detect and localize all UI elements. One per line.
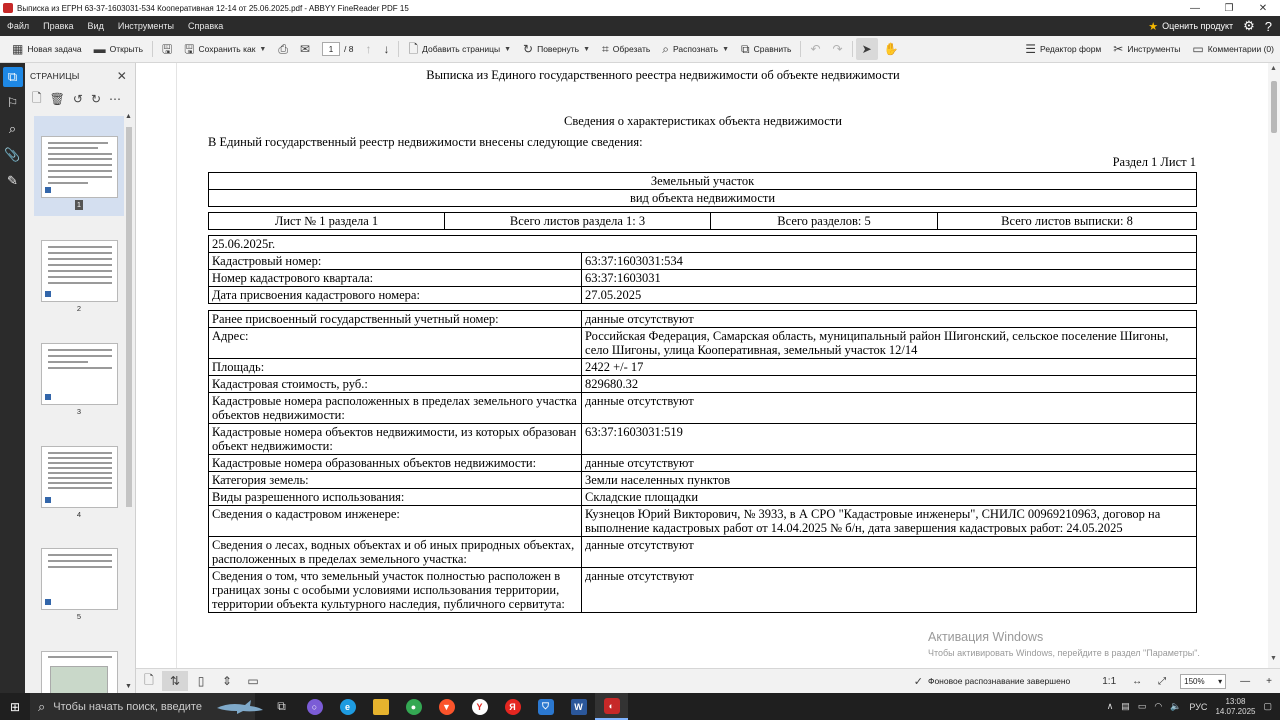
document-scrollbar[interactable] bbox=[1268, 63, 1280, 668]
table-row bbox=[209, 392, 1196, 423]
pages-panel bbox=[25, 63, 136, 693]
table-row bbox=[209, 567, 1196, 612]
rate-product-label: Оценить продукт bbox=[1162, 21, 1234, 31]
taskbar-app-1[interactable] bbox=[298, 693, 331, 720]
object-type-caption: вид объекта недвижимости bbox=[629, 191, 776, 205]
chevron-up-icon[interactable]: ∧ bbox=[1106, 701, 1114, 711]
field-value bbox=[582, 506, 1196, 536]
search-icon[interactable]: ⌕ bbox=[8, 121, 17, 136]
table-row bbox=[209, 327, 1196, 358]
menu-edit[interactable]: Правка bbox=[43, 21, 74, 31]
page-number-label: 4 bbox=[76, 510, 82, 519]
section-reference: Раздел 1 Лист 1 bbox=[1112, 155, 1196, 169]
finereader-app-icon bbox=[3, 3, 13, 13]
rotate-icon: ↻ bbox=[523, 42, 534, 56]
star-icon: ★ bbox=[1148, 20, 1159, 33]
recognize-label: Распознать bbox=[673, 44, 719, 54]
compare-button[interactable] bbox=[735, 38, 797, 60]
page-preview bbox=[41, 240, 118, 302]
save-as-button[interactable] bbox=[178, 38, 272, 60]
zoom-in-icon[interactable]: + bbox=[1266, 675, 1272, 687]
shield-icon: ⛉ bbox=[538, 699, 554, 715]
save-icon: 🖫 bbox=[162, 42, 173, 56]
table-row bbox=[209, 454, 1196, 471]
crop-icon: ⌗ bbox=[602, 42, 609, 56]
menu-bar bbox=[0, 16, 1280, 36]
field-value: Складские площадки bbox=[585, 490, 699, 504]
sheet-info-box bbox=[208, 212, 1197, 230]
table-row bbox=[209, 423, 1196, 454]
select-tool-button[interactable] bbox=[856, 38, 878, 60]
chevron-down-icon: ▼ bbox=[583, 45, 591, 53]
crop-label: Обрезать bbox=[612, 44, 651, 54]
page-number-input[interactable]: 1 bbox=[322, 42, 340, 56]
grid-icon: ▦ bbox=[12, 42, 24, 56]
page-number-label: 3 bbox=[76, 407, 82, 416]
recognition-status-label: Фоновое распознавание завершено bbox=[927, 676, 1071, 686]
engineer-line-2: выполнение кадастровых работ от 14.04.2025 № б/н, дата завершения кадастровых работ: 24.05.2025 bbox=[585, 521, 1123, 535]
minimize-button[interactable]: — bbox=[1190, 2, 1200, 14]
page-preview bbox=[41, 548, 118, 610]
scroll-up-icon[interactable]: ▲ bbox=[1270, 65, 1277, 72]
page-preview bbox=[41, 446, 118, 508]
object-type: Земельный участок bbox=[650, 174, 755, 188]
field-label: Дата присвоения кадастрового номера: bbox=[209, 287, 582, 303]
zoom-select[interactable] bbox=[1180, 674, 1226, 689]
chevron-down-icon: ▼ bbox=[722, 45, 730, 53]
fit-height-icon[interactable]: ⇕ bbox=[221, 674, 233, 688]
chrome-icon: ● bbox=[406, 699, 422, 715]
add-pages-label: Добавить страницы bbox=[422, 44, 501, 54]
single-page-view-icon[interactable]: 🗋 bbox=[144, 672, 154, 687]
sheet-info-cell: Всего листов раздела 1: 3 bbox=[445, 213, 711, 229]
redo-button[interactable] bbox=[827, 38, 849, 60]
save-as-label: Сохранить как bbox=[198, 44, 256, 54]
wifi-icon[interactable]: ◠ bbox=[1154, 701, 1163, 711]
field-value: данные отсутствуют bbox=[585, 538, 694, 552]
arrow-down-icon: ↓ bbox=[383, 42, 390, 56]
help-icon[interactable]: ? bbox=[1264, 18, 1272, 34]
folder-icon: ▬ bbox=[93, 42, 106, 56]
two-page-view-icon[interactable]: ▯ bbox=[197, 674, 205, 688]
undo-icon: ↶ bbox=[810, 42, 821, 56]
notifications-icon[interactable]: ▢ bbox=[1263, 701, 1272, 711]
compare-icon: ⧉ bbox=[741, 42, 750, 56]
details-box bbox=[208, 310, 1197, 613]
envelope-icon: ✉ bbox=[299, 42, 311, 56]
status-bar bbox=[136, 668, 1280, 693]
menu-tools[interactable]: Инструменты bbox=[117, 21, 174, 31]
comments-label: Комментарии (0) bbox=[1207, 44, 1274, 54]
field-label: Адрес: bbox=[209, 328, 582, 358]
taskbar-explorer[interactable] bbox=[364, 693, 397, 720]
field-label: Категория земель: bbox=[209, 472, 582, 488]
field-label: Сведения о том, что земельный участок полностью расположен в границах зоны с особыми условиями использования территории, территории объекта культурного наследия, публичного сервитута: bbox=[209, 568, 582, 612]
comments-button[interactable] bbox=[1186, 38, 1280, 60]
window-title: Выписка из ЕГРН 63-37-1603031-534 Кооперативная 12-14 от 25.06.2025.pdf - ABBYY FineReader PDF 15 bbox=[17, 3, 409, 13]
previous-page-button[interactable] bbox=[359, 38, 377, 60]
new-task-label: Новая задача bbox=[27, 44, 82, 54]
finereader-icon: ◐ bbox=[604, 698, 620, 714]
field-label: Сведения о лесах, водных объектах и об иных природных объектах, расположенных в пределах земельного участка: bbox=[209, 537, 582, 567]
volume-icon[interactable]: 🔈 bbox=[1170, 701, 1182, 711]
form-icon: ☰ bbox=[1025, 42, 1037, 56]
side-nav-strip bbox=[0, 63, 25, 693]
more-icon[interactable]: ⋯ bbox=[109, 92, 122, 106]
engineer-line-1: Кузнецов Юрий Викторович, № 3933, в А СРО "Кадастровые инженеры", СНИЛС 00969210963, договор на bbox=[585, 507, 1161, 521]
field-value: 63:37:1603031:534 bbox=[585, 254, 683, 268]
close-window-button[interactable]: ✕ bbox=[1258, 2, 1268, 14]
table-row bbox=[209, 375, 1196, 392]
battery-icon[interactable]: ▭ bbox=[1137, 701, 1147, 711]
page-thumbnail-2[interactable] bbox=[34, 240, 124, 314]
table-row bbox=[209, 286, 1196, 303]
hand-tool-button[interactable] bbox=[878, 38, 905, 60]
chevron-down-icon: ▼ bbox=[259, 45, 267, 53]
table-row bbox=[209, 505, 1196, 536]
next-page-button[interactable] bbox=[377, 38, 395, 60]
field-value: данные отсутствуют bbox=[585, 394, 694, 408]
email-button[interactable] bbox=[294, 38, 316, 60]
table-row bbox=[209, 311, 1196, 327]
word-icon: W bbox=[571, 699, 587, 715]
field-value: Земли населенных пунктов bbox=[585, 473, 731, 487]
zoom-out-icon[interactable]: — bbox=[1240, 675, 1251, 687]
taskbar-yandex-browser[interactable] bbox=[463, 693, 496, 720]
page-thumbnail-3[interactable] bbox=[34, 343, 124, 417]
field-value: данные отсутствуют bbox=[585, 456, 694, 470]
registration-box bbox=[208, 235, 1197, 304]
taskbar-finereader[interactable] bbox=[595, 693, 628, 720]
field-value: 27.05.2025 bbox=[585, 288, 642, 302]
print-button[interactable] bbox=[272, 38, 294, 60]
field-label: Кадастровые номера расположенных в пределах земельного участка объектов недвижимости: bbox=[209, 393, 582, 423]
document-view bbox=[136, 63, 1280, 668]
page-preview bbox=[41, 136, 118, 198]
recognize-button[interactable] bbox=[656, 38, 735, 60]
attachment-icon[interactable]: 📎 bbox=[4, 147, 21, 162]
task-view-icon: ⧉ bbox=[277, 699, 286, 713]
field-label: Кадастровая стоимость, руб.: bbox=[209, 376, 582, 392]
page-thumbnail-4[interactable] bbox=[34, 446, 124, 520]
scroll-down-icon[interactable]: ▼ bbox=[1270, 655, 1277, 662]
search-icon: ⌕ bbox=[38, 698, 46, 714]
sheet-info-cell: Лист № 1 раздела 1 bbox=[209, 213, 445, 229]
page-number-label: 2 bbox=[76, 304, 82, 313]
table-row bbox=[209, 269, 1196, 286]
extract-date: 25.06.2025г. bbox=[212, 237, 276, 251]
field-value: 63:37:1603031:519 bbox=[585, 425, 683, 439]
tools-label: Инструменты bbox=[1127, 44, 1181, 54]
new-task-button[interactable] bbox=[6, 38, 88, 60]
comment-icon: ▭ bbox=[1192, 42, 1204, 56]
rotate-right-icon[interactable]: ↻ bbox=[90, 92, 102, 106]
fit-page-icon[interactable]: ⤢ bbox=[1158, 675, 1167, 687]
table-row bbox=[209, 536, 1196, 567]
add-page-icon: 🗋 bbox=[408, 42, 419, 56]
object-type-box bbox=[208, 172, 1197, 207]
menu-file[interactable]: Файл bbox=[7, 21, 30, 31]
scroll-down-icon[interactable]: ▼ bbox=[125, 683, 132, 690]
field-value: данные отсутствуют bbox=[585, 569, 694, 583]
printer-icon: ⎙ bbox=[278, 42, 288, 56]
chevron-down-icon: ▾ bbox=[1218, 676, 1223, 686]
field-label: Номер кадастрового квартала: bbox=[209, 270, 582, 286]
windows-start-icon[interactable]: ⊞ bbox=[9, 699, 21, 714]
presentation-view-icon[interactable]: ▭ bbox=[247, 674, 259, 688]
scrollbar-thumb[interactable] bbox=[126, 127, 132, 507]
main-toolbar bbox=[0, 36, 1280, 63]
pages-panel-icon[interactable]: ⧉ bbox=[3, 67, 23, 87]
arrow-up-icon: ↑ bbox=[365, 42, 372, 56]
table-row bbox=[209, 471, 1196, 488]
folder-icon bbox=[373, 699, 389, 715]
rotate-button[interactable] bbox=[517, 38, 596, 60]
field-value: 2422 +/- 17 bbox=[585, 360, 644, 374]
edge-icon: e bbox=[340, 699, 356, 715]
scrollbar-thumb[interactable] bbox=[1271, 81, 1277, 133]
yandex-icon: Я bbox=[505, 699, 521, 715]
field-label: Ранее присвоенный государственный учетный номер: bbox=[209, 311, 582, 327]
intro-text: В Единый государственный реестр недвижимости внесены следующие сведения: bbox=[208, 135, 643, 149]
fit-width-icon[interactable]: ↔ bbox=[1132, 675, 1143, 687]
close-icon[interactable]: ✕ bbox=[116, 69, 127, 83]
gear-icon[interactable]: ⚙ bbox=[1243, 18, 1255, 33]
clock-date: 14.07.2025 bbox=[1215, 706, 1256, 716]
page-preview bbox=[41, 343, 118, 405]
taskbar-brave[interactable] bbox=[430, 693, 463, 720]
sheet-info-cell: Всего листов выписки: 8 bbox=[1001, 214, 1133, 228]
watermark-text: Чтобы активировать Windows, перейдите в раздел "Параметры". bbox=[928, 648, 1200, 658]
crop-button[interactable] bbox=[596, 38, 656, 60]
shark-illustration-icon bbox=[215, 699, 265, 715]
add-pages-button[interactable] bbox=[402, 38, 517, 60]
field-value: 829680.32 bbox=[585, 377, 639, 391]
taskbar-yandex[interactable] bbox=[496, 693, 529, 720]
field-label: Виды разрешенного использования: bbox=[209, 489, 582, 505]
taskbar-word[interactable] bbox=[562, 693, 595, 720]
pages-scrollbar[interactable] bbox=[125, 113, 133, 690]
field-value: Российская Федерация, Самарская область, муниципальный район Шигонский, сельское поселение Шигоны, село Шигоны, улица Кооперативная, земельный участок 12/14 bbox=[585, 329, 1169, 357]
search-placeholder: Чтобы начать поиск, введите bbox=[53, 700, 202, 713]
pages-panel-title: СТРАНИЦЫ bbox=[30, 71, 80, 81]
app-purple-icon: ○ bbox=[307, 699, 323, 715]
taskbar-edge[interactable] bbox=[331, 693, 364, 720]
document-subheader: Сведения о характеристиках объекта недвижимости bbox=[564, 114, 842, 128]
save-as-icon: 🖫 bbox=[184, 42, 195, 56]
tools-button[interactable] bbox=[1107, 38, 1186, 60]
field-label: Кадастровый номер: bbox=[209, 253, 582, 269]
table-row bbox=[209, 488, 1196, 505]
windows-taskbar bbox=[0, 693, 1280, 720]
network-icon[interactable]: ▤ bbox=[1121, 701, 1130, 711]
page-total-label: / 8 bbox=[344, 44, 354, 54]
language-indicator[interactable]: РУС bbox=[1189, 701, 1208, 712]
watermark-title: Активация Windows bbox=[928, 630, 1044, 644]
table-row bbox=[209, 358, 1196, 375]
menu-help[interactable]: Справка bbox=[187, 21, 224, 31]
zoom-value: 150% bbox=[1184, 676, 1205, 686]
yandex-browser-icon: Y bbox=[472, 699, 488, 715]
chevron-down-icon: ▼ bbox=[504, 45, 512, 53]
page-navigator bbox=[316, 38, 359, 60]
actual-size-button[interactable]: 1:1 bbox=[1102, 675, 1117, 687]
hand-icon: ✋ bbox=[883, 42, 899, 56]
cursor-arrow-icon: ➤ bbox=[861, 42, 872, 56]
rotate-label: Повернуть bbox=[537, 44, 580, 54]
compare-label: Сравнить bbox=[753, 44, 792, 54]
undo-button[interactable] bbox=[804, 38, 826, 60]
wrench-icon: ✂ bbox=[1113, 42, 1124, 56]
add-page-icon[interactable]: 🗋 bbox=[32, 90, 42, 105]
clock[interactable] bbox=[1215, 697, 1255, 717]
form-editor-label: Редактор форм bbox=[1040, 44, 1102, 54]
delete-icon[interactable]: 🗑 bbox=[49, 92, 65, 106]
menu-view[interactable]: Вид bbox=[87, 21, 104, 31]
page-thumbnail-1[interactable] bbox=[34, 116, 124, 216]
field-label: Площадь: bbox=[209, 359, 582, 375]
rotate-left-icon[interactable]: ↺ bbox=[72, 92, 83, 106]
rate-product-button[interactable] bbox=[1148, 20, 1233, 33]
sheet-info-cell: Всего разделов: 5 bbox=[711, 213, 938, 229]
redo-icon: ↷ bbox=[832, 42, 843, 56]
document-header: Выписка из Единого государственного реестра недвижимости об объекте недвижимости bbox=[426, 68, 900, 82]
page-number-label: 1 bbox=[76, 200, 82, 209]
taskbar-chrome[interactable] bbox=[397, 693, 430, 720]
field-value: данные отсутствуют bbox=[585, 312, 694, 326]
title-bar bbox=[0, 0, 1280, 16]
taskbar-defender[interactable] bbox=[529, 693, 562, 720]
clock-time: 13:08 bbox=[1225, 696, 1246, 706]
field-label: Кадастровые номера образованных объектов недвижимости: bbox=[209, 455, 582, 471]
check-circle-icon: ✓ bbox=[913, 675, 923, 688]
brave-icon: ▼ bbox=[439, 699, 455, 715]
page-thumbnail-5[interactable] bbox=[34, 548, 124, 622]
windows-activation-watermark bbox=[928, 630, 1200, 658]
field-label: Кадастровые номера объектов недвижимости, из которых образован объект недвижимости: bbox=[209, 424, 582, 454]
document-page bbox=[176, 63, 1271, 668]
recognize-icon: ⌕ bbox=[662, 42, 670, 56]
scroll-up-icon[interactable]: ▲ bbox=[125, 113, 132, 120]
system-tray bbox=[1107, 697, 1280, 717]
maximize-button[interactable]: ❐ bbox=[1224, 2, 1234, 14]
recognition-status bbox=[914, 675, 1070, 688]
table-row bbox=[209, 252, 1196, 269]
open-button[interactable] bbox=[88, 38, 149, 60]
save-button[interactable] bbox=[156, 38, 178, 60]
field-label: Сведения о кадастровом инженере: bbox=[209, 506, 582, 536]
bookmark-icon[interactable]: ⚐ bbox=[6, 95, 19, 110]
form-editor-button[interactable] bbox=[1019, 38, 1107, 60]
open-label: Открыть bbox=[109, 44, 143, 54]
signature-icon[interactable]: ✎ bbox=[7, 173, 18, 188]
task-view-button[interactable] bbox=[265, 693, 298, 720]
page-number-label: 5 bbox=[76, 612, 82, 621]
continuous-view-icon[interactable]: ⇅ bbox=[162, 671, 188, 691]
field-value: 63:37:1603031 bbox=[585, 271, 661, 285]
